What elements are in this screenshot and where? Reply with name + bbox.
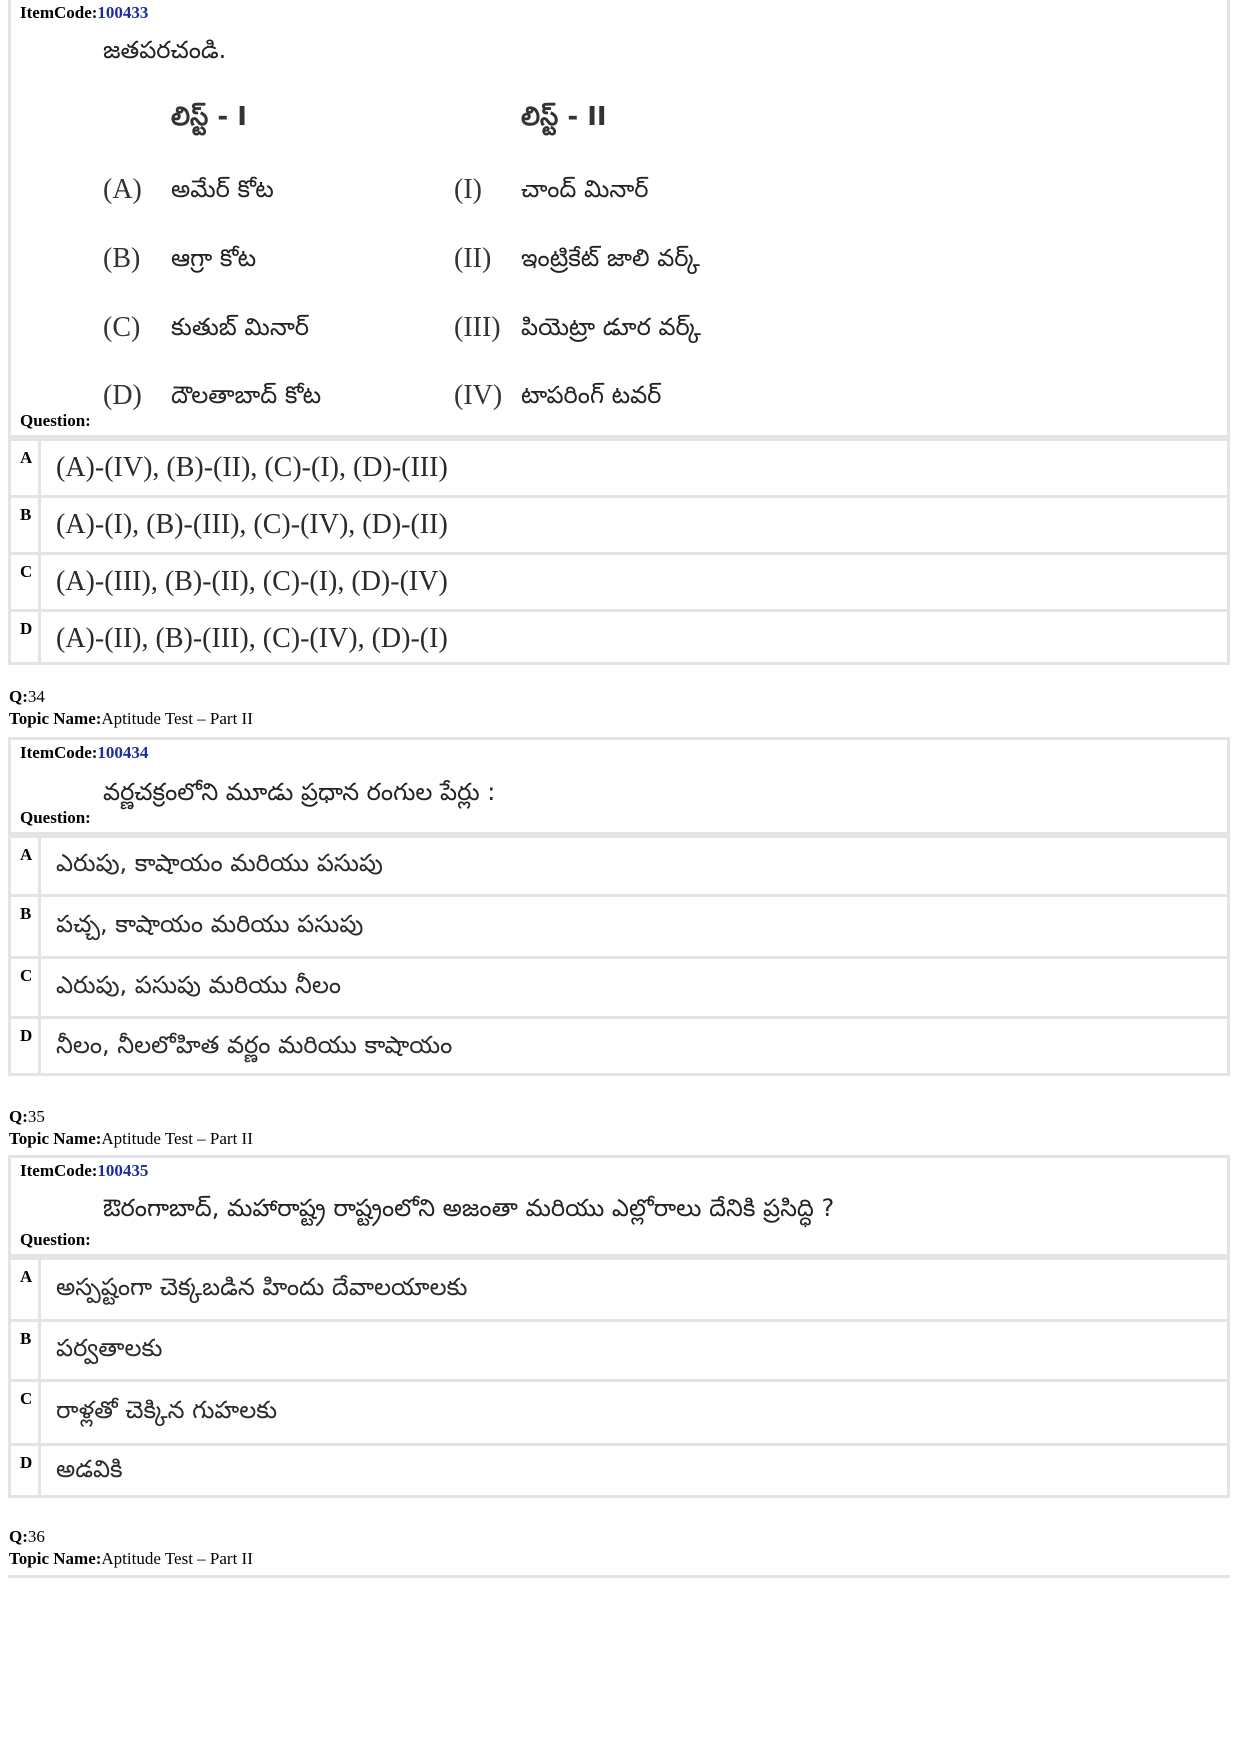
row-b-numeral: (II) — [454, 243, 492, 274]
question-35-meta — [9, 1106, 253, 1150]
row-a-match: చాంద్ మినార్ — [521, 175, 649, 203]
topic-name: Topic Name:Aptitude Test – Part II — [9, 1549, 253, 1568]
question-label: Question: — [20, 411, 91, 430]
option-text: (A)-(I), (B)-(III), (C)-(IV), (D)-(II) — [56, 509, 448, 540]
option-text: రాళ్లతో చెక్కిన గుహలకు — [56, 1395, 278, 1424]
question-36-meta — [9, 1526, 253, 1570]
topic-name: Topic Name:Aptitude Test – Part II — [9, 709, 253, 728]
option-c[interactable] — [11, 1379, 1227, 1443]
option-a[interactable] — [11, 438, 1227, 495]
option-letter: B — [11, 1322, 41, 1379]
question-label: Question: — [20, 1230, 91, 1249]
row-b-item: ఆగ్రా కోట — [171, 244, 257, 272]
option-c[interactable] — [11, 956, 1227, 1016]
option-letter: C — [11, 959, 41, 1016]
question-number: Q:34 — [9, 687, 45, 706]
list-2-heading: లిస్ట్ - II — [521, 102, 607, 132]
option-a[interactable] — [11, 835, 1227, 894]
question-35-card — [8, 1155, 1230, 1498]
option-d[interactable] — [11, 1443, 1227, 1498]
question-number: Q:36 — [9, 1527, 45, 1546]
row-d-match: టాపరింగ్ టవర్ — [521, 381, 662, 409]
question-35-header — [11, 1158, 1227, 1257]
option-text: (A)-(IV), (B)-(II), (C)-(I), (D)-(III) — [56, 452, 448, 483]
row-a-item: అమేర్ కోట — [171, 175, 274, 203]
option-letter: C — [11, 555, 41, 609]
option-letter: D — [11, 1019, 41, 1076]
option-b[interactable] — [11, 495, 1227, 552]
row-a-label: (A) — [103, 174, 142, 205]
option-text: (A)-(III), (B)-(II), (C)-(I), (D)-(IV) — [56, 566, 448, 597]
option-letter: D — [11, 1446, 41, 1498]
option-d[interactable] — [11, 609, 1227, 665]
row-a-numeral: (I) — [454, 174, 482, 205]
option-text: పచ్చ, కాషాయం మరియు పసుపు — [56, 909, 364, 938]
question-text: ఔరంగాబాద్, మహారాష్ట్ర రాష్ట్రంలోని అజంతా మరియు ఎల్లోరాలు దేనికి ప్రసిద్ధి ? — [103, 1194, 835, 1222]
question-label: Question: — [20, 808, 91, 827]
item-code: ItemCode:100435 — [20, 1161, 149, 1180]
option-text: నీలం, నీలలోహిత వర్ణం మరియు కాషాయం — [56, 1030, 453, 1059]
option-letter: A — [11, 838, 41, 894]
option-b[interactable] — [11, 1319, 1227, 1379]
option-a[interactable] — [11, 1257, 1227, 1319]
row-d-numeral: (IV) — [454, 380, 503, 411]
option-letter: C — [11, 1382, 41, 1443]
list-1-heading: లిస్ట్ - I — [171, 102, 247, 132]
row-c-match: పియెట్రా డూర వర్క్ — [521, 313, 702, 341]
question-34-header — [11, 740, 1227, 835]
topic-name: Topic Name:Aptitude Test – Part II — [9, 1129, 253, 1148]
option-text: ఎరుపు, కాషాయం మరియు పసుపు — [56, 849, 383, 877]
option-text: పర్వతాలకు — [56, 1333, 163, 1362]
option-text: అస్పష్టంగా చెక్కబడిన హిందు దేవాలయాలకు — [56, 1272, 468, 1301]
option-letter: A — [11, 441, 41, 495]
option-letter: B — [11, 498, 41, 552]
option-d[interactable] — [11, 1016, 1227, 1076]
question-34-card — [8, 737, 1230, 1076]
option-text: ఎరుపు, పసుపు మరియు నీలం — [56, 970, 342, 999]
question-36-divider — [8, 1575, 1230, 1578]
option-text: (A)-(II), (B)-(III), (C)-(IV), (D)-(I) — [56, 622, 448, 654]
row-d-item: దౌలతాబాద్ కోట — [171, 381, 322, 409]
question-34-meta — [9, 686, 253, 730]
row-d-label: (D) — [103, 380, 142, 411]
option-c[interactable] — [11, 552, 1227, 609]
question-instruction: జతపరచండి. — [103, 36, 227, 64]
option-b[interactable] — [11, 894, 1227, 956]
option-letter: D — [11, 612, 41, 665]
item-code: ItemCode:100433 — [20, 3, 149, 22]
row-b-match: ఇంట్రికేట్ జాలి వర్క్ — [521, 244, 700, 272]
option-letter: A — [11, 1260, 41, 1319]
row-b-label: (B) — [103, 243, 141, 274]
row-c-item: కుతుబ్ మినార్ — [171, 313, 309, 341]
option-text: అడవికి — [56, 1455, 123, 1483]
row-c-label: (C) — [103, 312, 141, 343]
question-33-card — [8, 0, 1230, 665]
question-number: Q:35 — [9, 1107, 45, 1126]
item-code: ItemCode:100434 — [20, 743, 149, 762]
option-letter: B — [11, 897, 41, 956]
question-33-header — [11, 0, 1227, 438]
row-c-numeral: (III) — [454, 312, 501, 343]
question-text: వర్ణచక్రంలోని మూడు ప్రధాన రంగుల పేర్లు : — [103, 778, 496, 806]
